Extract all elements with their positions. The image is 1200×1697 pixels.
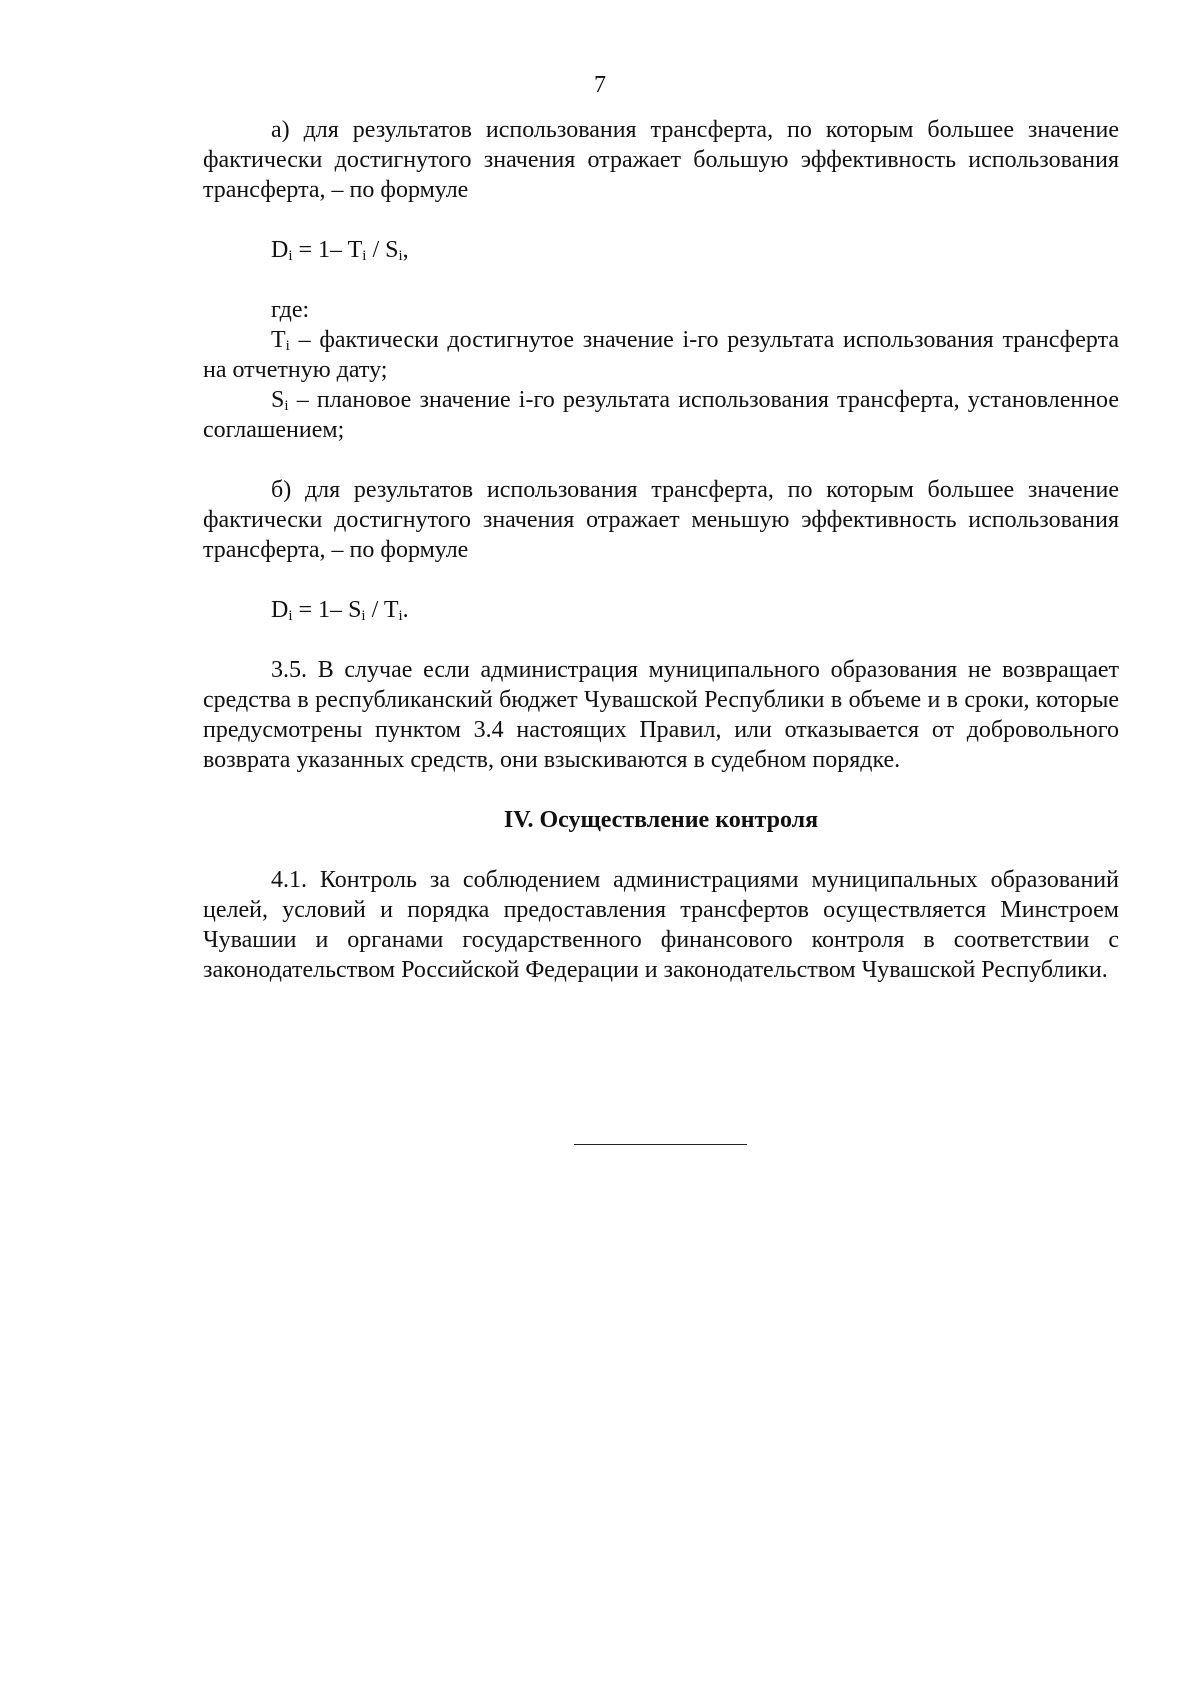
where-label: где: — [271, 297, 310, 323]
page-number: 7 — [594, 72, 606, 98]
definition-s: $S_i$ – плановое значение i-го результата использования трансферта, установленное соглашением; — [203, 387, 1119, 443]
definition-t: $T_i$ – фактически достигнутое значение i-го результата использования трансферта на отчетную дату; — [203, 327, 1119, 383]
document-body — [203, 115, 1119, 985]
paragraph-4-1: 4.1. Контроль за соблюдением администрациями муниципальных образований целей, условий и порядка предоставления трансфертов осуществляется Минстроем Чувашии и органами государственного финансового контроля в соответствии с законодательством Российской Федерации и законодательством Чувашской Республики. — [203, 867, 1119, 983]
formula-a: $D_i = 1-$ $T_i / S_i$, — [271, 237, 409, 264]
paragraph-3-5: 3.5. В случае если администрация муниципального образования не возвращает средства в республиканский бюджет Чувашской Республики в объеме и в сроки, которые предусмотрены пунктом 3.4 настоящих Правил, или отказывается от добровольного возврата указанных средств, они взыскиваются в судебном порядке. — [203, 657, 1119, 773]
paragraph-b: б) для результатов использования трансферта, по которым большее значение фактически достигнутого значения отражает меньшую эффективность использования трансферта, – по формуле — [203, 477, 1119, 563]
formula-b: $D_i = 1-$ $S_i / T_i$. — [271, 597, 409, 624]
end-divider-line — [574, 1144, 747, 1145]
paragraph-a: а) для результатов использования трансферта, по которым большее значение фактически достигнутого значения отражает большую эффективность использования трансферта, – по формуле — [203, 117, 1119, 203]
section-heading: IV. Осуществление контроля — [503, 807, 819, 833]
